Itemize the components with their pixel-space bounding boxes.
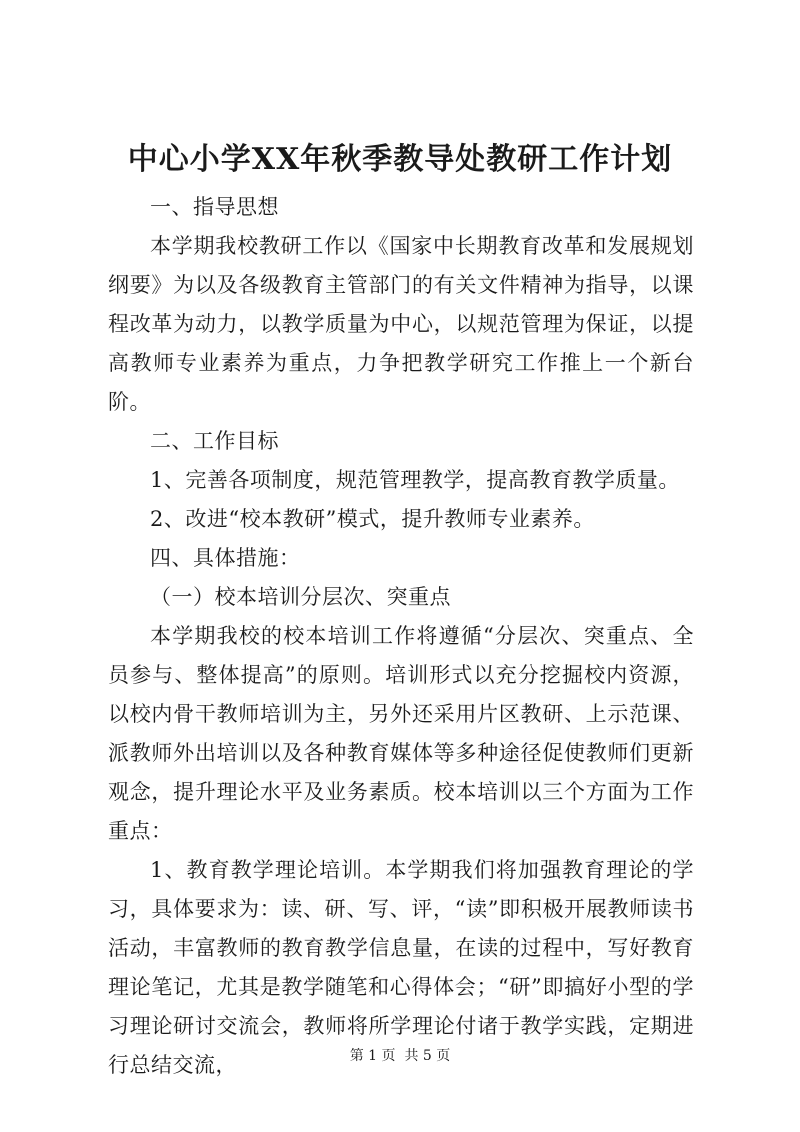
paragraph-guiding-ideology: 本学期我校教研工作以《国家中长期教育改革和发展规划纲要》为以及各级教育主管部门的有关文件精神为指导，以课程改革为动力，以教学质量为中心，以规范管理为保证，以提高教师专业素养为重点，力争把教学研究工作推上一个新台阶。 (108, 234, 694, 414)
document-body (108, 188, 694, 1085)
goal-item-1: 1、完善各项制度，规范管理教学，提高教育教学质量。 (150, 468, 680, 492)
heading-specific-measures: 四、具体措施： (150, 546, 301, 570)
goal-item-2: 2、改进“校本教研”模式，提升教师专业素养。 (150, 507, 595, 531)
paragraph-theory-training: 1、教育教学理论培训。本学期我们将加强教育理论的学习，具体要求为：读、研、写、评，“读”即积极开展教师读书活动，丰富教师的教育教学信息量，在读的过程中，写好教育理论笔记，尤其是教学随笔和心得体会；“研”即搞好小型的学习理论研讨交流会，教师将所学理论付诸于教学实践，定期进行总结交流， (108, 858, 694, 1077)
heading-work-goals: 二、工作目标 (150, 429, 279, 453)
paragraph-school-training: 本学期我校的校本培训工作将遵循“分层次、突重点、全员参与、整体提高”的原则。培训形式以充分挖掘校内资源，以校内骨干教师培训为主，另外还采用片区教研、上示范课、派教师外出培训以及各种教育媒体等多种途径促使教师们更新观念，提升理论水平及业务素质。校本培训以三个方面为工作重点： (108, 624, 694, 843)
heading-guiding-ideology: 一、指导思想 (150, 195, 279, 219)
document-title: 中心小学XX年秋季教导处教研工作计划 (127, 142, 673, 177)
subheading-school-training: （一）校本培训分层次、突重点 (150, 585, 451, 609)
page-footer: 第 1 页 共 5 页 (349, 1048, 451, 1064)
